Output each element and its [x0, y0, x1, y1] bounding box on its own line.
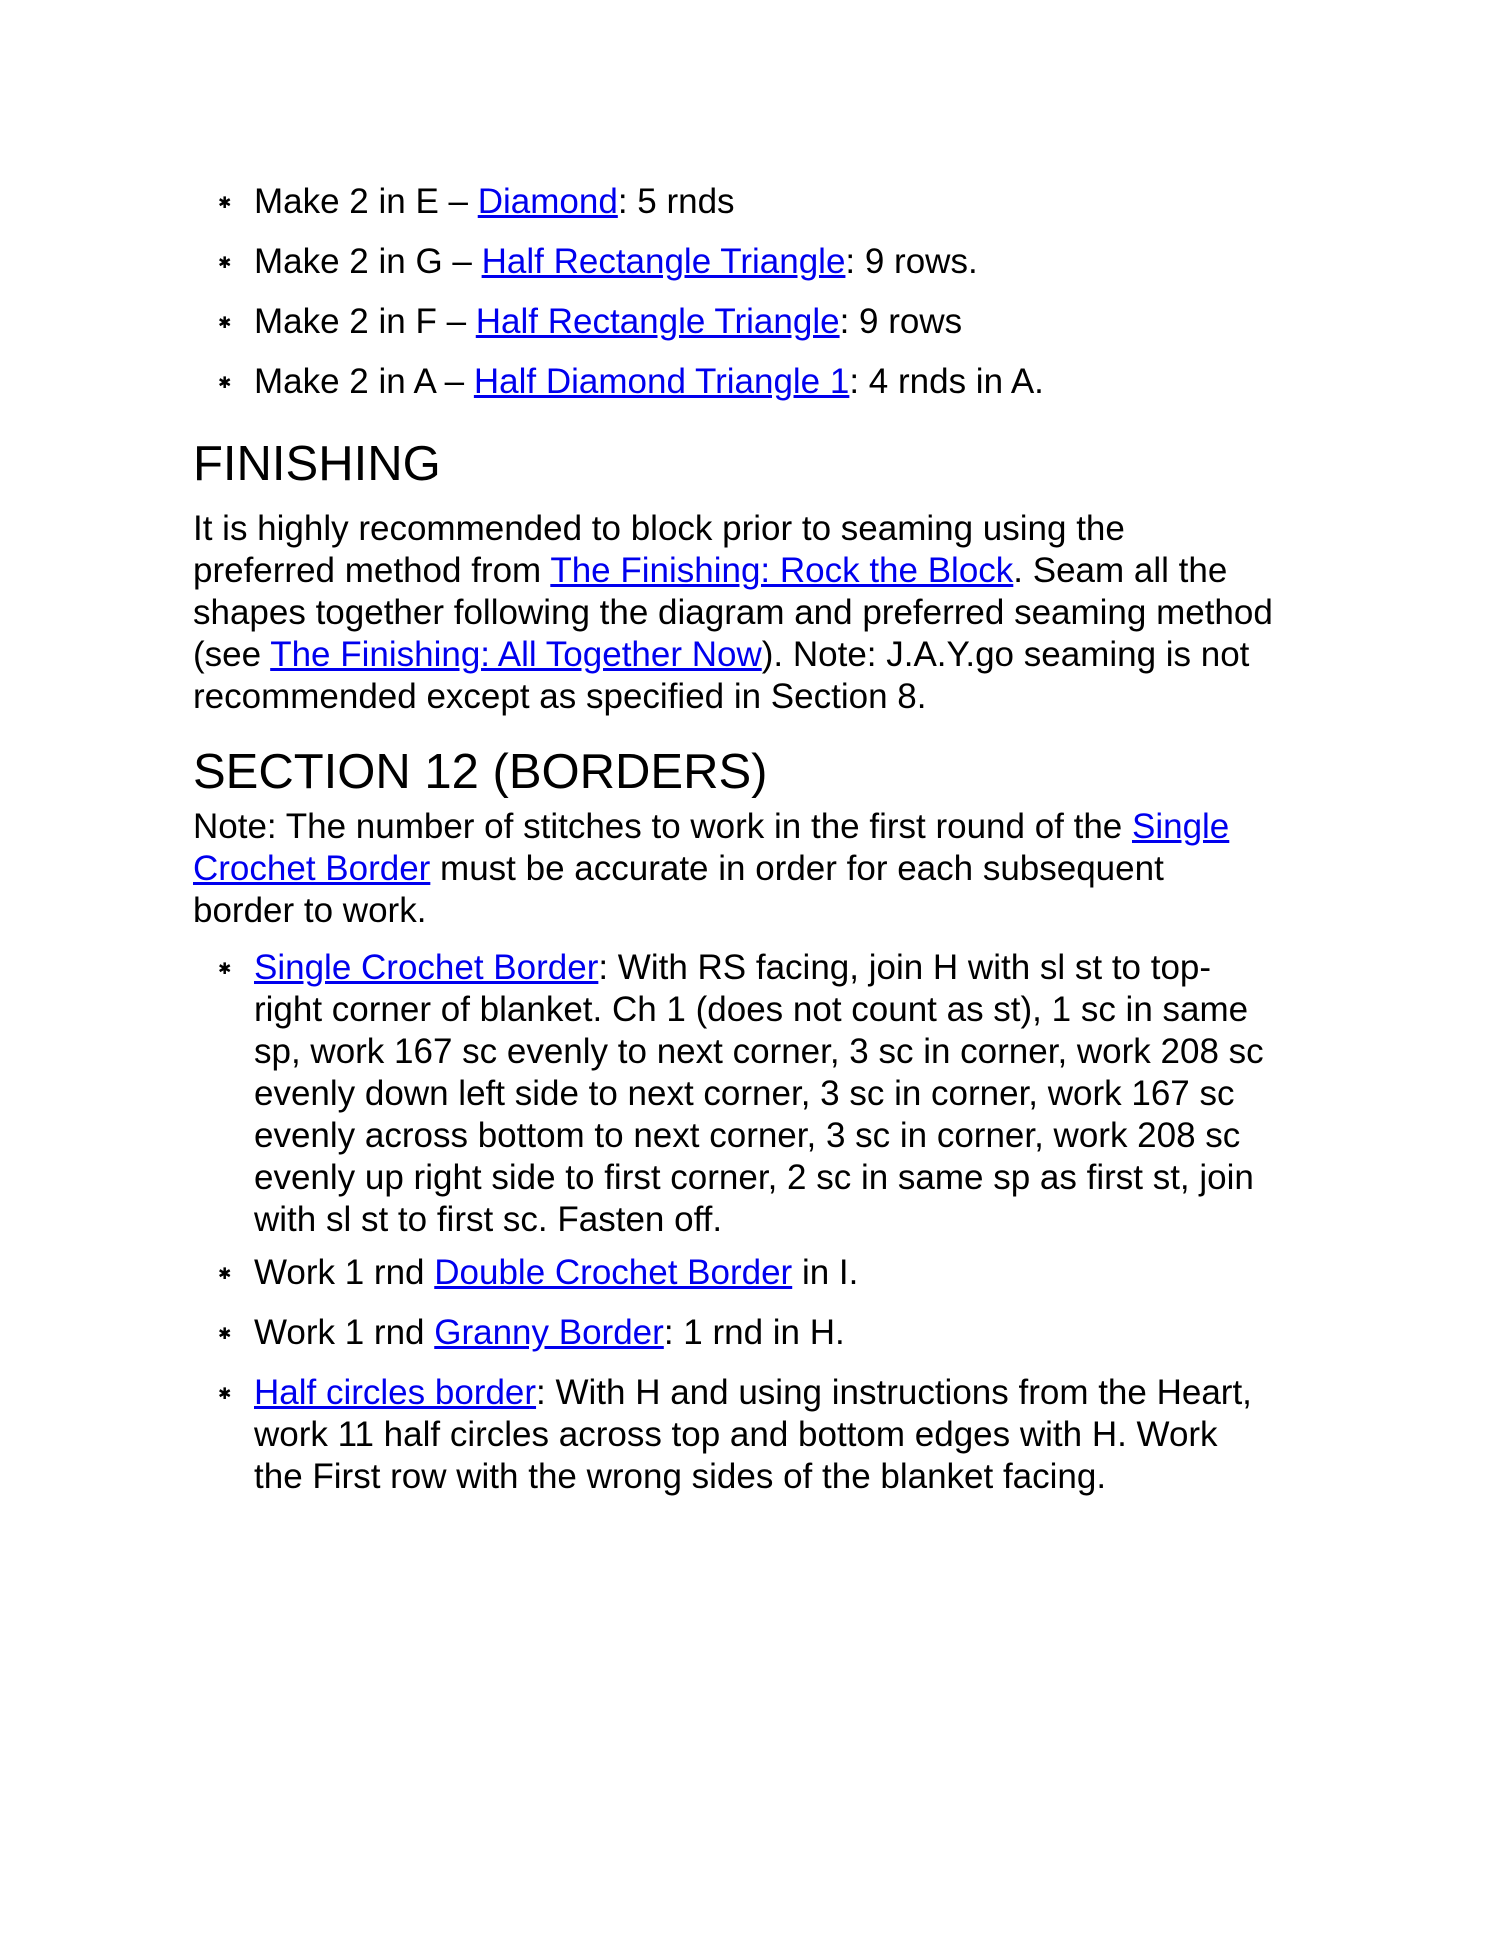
text-run: Make 2 in E –: [254, 182, 478, 221]
text-run: . Seam all the shapes together following the diagram and preferred seaming method (see: [193, 551, 1273, 674]
finishing-paragraph: [193, 508, 1274, 718]
bullet-icon: ✱: [218, 961, 232, 978]
half-rectangle-triangle-g-link[interactable]: Half Rectangle Triangle: [481, 242, 846, 281]
list-item-text: [254, 947, 1274, 1241]
document-content: [193, 181, 1274, 1498]
list-item-text: [254, 181, 1274, 223]
text-run: : 1 rnd in H.: [663, 1313, 845, 1352]
text-run: ). Note: J.A.Y.go seaming is not recommended except as specified in Section 8.: [193, 635, 1250, 716]
section12-note: [193, 806, 1274, 932]
all-together-now-link[interactable]: The Finishing: All Together Now: [270, 635, 762, 674]
text-run: : With RS facing, join H with sl st to top-right corner of blanket. Ch 1 (does not count as st), 1 sc in same sp, work 167 sc evenly to next corner, 3 sc in corner, work 208 sc evenly down left side to next corner, 3 sc in corner, work 167 sc evenly across bottom to next corner, 3 sc in corner, work 208 sc evenly up right side to first corner, 2 sc in same sp as first st, join with sl st to first sc. Fasten off.: [254, 948, 1264, 1239]
text-run: must be accurate in order for each subsequent border to work.: [193, 849, 1164, 930]
list-item: [218, 1252, 1274, 1301]
list-item-text: [254, 301, 1274, 343]
text-run: Work 1 rnd: [254, 1313, 435, 1352]
text-run: Note: The number of stitches to work in the first round of the: [193, 807, 1132, 846]
bullet-icon: ✱: [218, 1266, 232, 1283]
text-run: Make 2 in G –: [254, 242, 482, 281]
bullet-icon: ✱: [218, 1386, 232, 1403]
bullet-icon: ✱: [218, 195, 232, 212]
list-item-text: [254, 241, 1274, 283]
list-item: [218, 301, 1274, 350]
double-crochet-border-link[interactable]: Double Crochet Border: [434, 1253, 793, 1292]
single-crochet-border-link[interactable]: Single Crochet Border: [254, 948, 599, 987]
text-run: : 4 rnds in A.: [849, 362, 1044, 401]
half-rectangle-triangle-f-link[interactable]: Half Rectangle Triangle: [475, 302, 840, 341]
single-crochet-border-note-link[interactable]: Single Crochet Border: [193, 807, 1230, 888]
list-item-text: [254, 361, 1274, 403]
text-run: : 9 rows: [839, 302, 963, 341]
granny-border-link[interactable]: Granny Border: [434, 1313, 664, 1352]
text-run: : 5 rnds: [617, 182, 735, 221]
borders-list: [193, 947, 1274, 1498]
text-run: Make 2 in F –: [254, 302, 476, 341]
text-run: Work 1 rnd: [254, 1253, 435, 1292]
half-diamond-triangle-1-link[interactable]: Half Diamond Triangle 1: [473, 362, 850, 401]
finishing-heading: FINISHING: [193, 437, 441, 491]
list-item: [218, 1372, 1274, 1498]
list-item-text: [254, 1372, 1274, 1498]
bullet-icon: ✱: [218, 315, 232, 332]
rock-the-block-link[interactable]: The Finishing: Rock the Block: [550, 551, 1014, 590]
half-circles-border-link[interactable]: Half circles border: [254, 1373, 537, 1412]
bullet-icon: ✱: [218, 375, 232, 392]
list-item-text: [254, 1312, 1274, 1354]
bullet-icon: ✱: [218, 1326, 232, 1343]
shapes-make-list: [193, 181, 1274, 410]
text-run: in I.: [792, 1253, 859, 1292]
list-item: [218, 947, 1274, 1241]
text-run: : 9 rows.: [845, 242, 978, 281]
diamond-link[interactable]: Diamond: [477, 182, 618, 221]
list-item: [218, 361, 1274, 410]
list-item: [218, 241, 1274, 290]
text-run: : With H and using instructions from the Heart, work 11 half circles across top and bottom edges with H. Work the First row with the wrong sides of the blanket facing.: [254, 1373, 1252, 1496]
text-run: Make 2 in A –: [254, 362, 474, 401]
list-item: [218, 181, 1274, 230]
bullet-icon: ✱: [218, 255, 232, 272]
list-item-text: [254, 1252, 1274, 1294]
list-item: [218, 1312, 1274, 1361]
text-run: It is highly recommended to block prior to seaming using the preferred method from: [193, 509, 1125, 590]
section12-heading: SECTION 12 (BORDERS): [193, 745, 768, 799]
